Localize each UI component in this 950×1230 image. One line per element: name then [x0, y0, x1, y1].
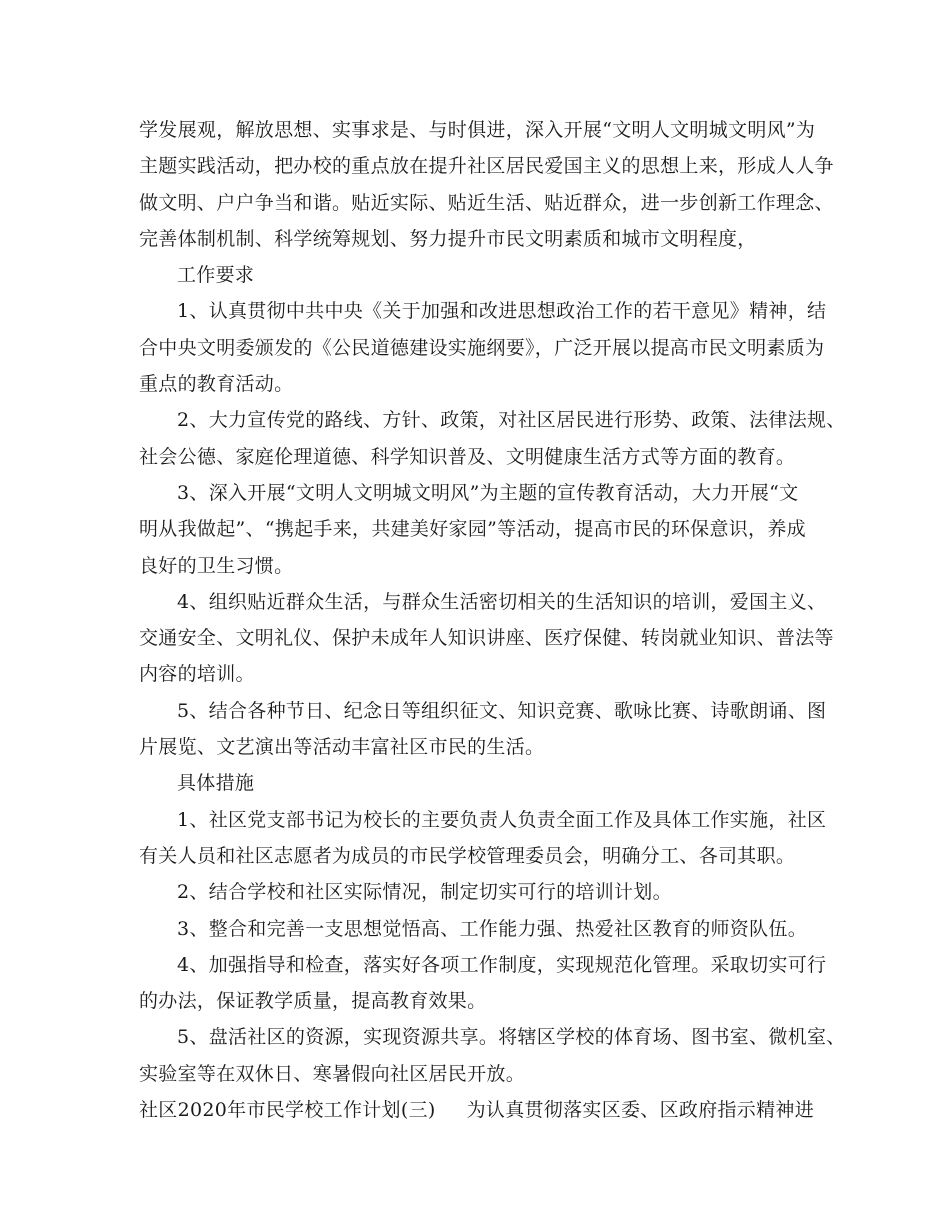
paragraph-line: 做文明、户户争当和谐。贴近实际、贴近生活、贴近群众，进一步创新工作理念、	[139, 191, 834, 214]
paragraph-line: 交通安全、文明礼仪、保护未成年人知识讲座、医疗保健、转岗就业知识、普法等	[139, 627, 834, 650]
paragraph-line: 3、整合和完善一支思想觉悟高、工作能力强、热爱社区教育的师资队伍。	[177, 917, 807, 940]
paragraph-line: 5、结合各种节日、纪念日等组织征文、知识竞赛、歌咏比赛、诗歌朗诵、图	[177, 699, 827, 722]
paragraph-line: 的办法，保证教学质量，提高教育效果。	[139, 990, 487, 1013]
paragraph-line: 5、盘活社区的资源，实现资源共享。将辖区学校的体育场、图书室、微机室、	[177, 1026, 846, 1049]
paragraph-line: 2、大力宣传党的路线、方针、政策，对社区居民进行形势、政策、法律法规、	[177, 409, 846, 432]
paragraph-line: 有关人员和社区志愿者为成员的市民学校管理委员会，明确分工、各司其职。	[139, 844, 796, 867]
paragraph-line: 内容的培训。	[139, 663, 255, 686]
paragraph-line: 学发展观，解放思想、实事求是、与时俱进，深入开展“文明人文明城文明风”为	[139, 119, 816, 141]
paragraph-line: 明从我做起”、“携起手来，共建美好家园”等活动，提高市民的环保意识，养成	[139, 518, 806, 541]
paragraph-line: 社会公德、家庭伦理道德、科学知识普及、文明健康生活方式等方面的教育。	[139, 445, 796, 468]
paragraph-line: 良好的卫生习惯。	[139, 554, 294, 577]
paragraph-line: 重点的教育活动。	[139, 373, 294, 396]
paragraph-line: 4、加强指导和检查，落实好各项工作制度，实现规范化管理。采取切实可行	[177, 953, 827, 976]
document-body	[139, 117, 846, 1133]
section-heading-specific-measures: 具体措施	[177, 772, 255, 795]
paragraph-line: 3、深入开展“文明人文明城文明风”为主题的宣传教育活动，大力开展“文	[177, 481, 799, 504]
paragraph-line: 主题实践活动，把办校的重点放在提升社区居民爱国主义的思想上来，形成人人争	[139, 155, 834, 178]
paragraph-line: 完善体制机制、科学统筹规划、努力提升市民文明素质和城市文明程度，	[139, 227, 757, 250]
paragraph-line: 合中央文明委颁发的《公民道德建设实施纲要》，广泛开展以提高市民文明素质为	[139, 336, 825, 359]
paragraph-line: 4、组织贴近群众生活，与群众生活密切相关的生活知识的培训，爱国主义、	[177, 590, 827, 613]
section-heading-work-requirements: 工作要求	[177, 264, 255, 287]
next-section-title: 社区2020年市民学校工作计划(三)	[139, 1099, 436, 1122]
paragraph-line: 1、社区党支部书记为校长的主要负责人负责全面工作及具体工作实施，社区	[177, 808, 827, 831]
next-section-line	[139, 1097, 814, 1133]
paragraph-line: 2、结合学校和社区实际情况，制定切实可行的培训计划。	[177, 881, 672, 904]
next-section-intro: 为认真贯彻落实区委、区政府指示精神进	[466, 1099, 814, 1122]
paragraph-line: 片展览、文艺演出等活动丰富社区市民的生活。	[139, 736, 545, 759]
paragraph-line: 实验室等在双休日、寒暑假向社区居民开放。	[139, 1062, 526, 1085]
paragraph-line: 1、认真贯彻中共中央《关于加强和改进思想政治工作的若干意见》精神，结	[177, 300, 827, 323]
